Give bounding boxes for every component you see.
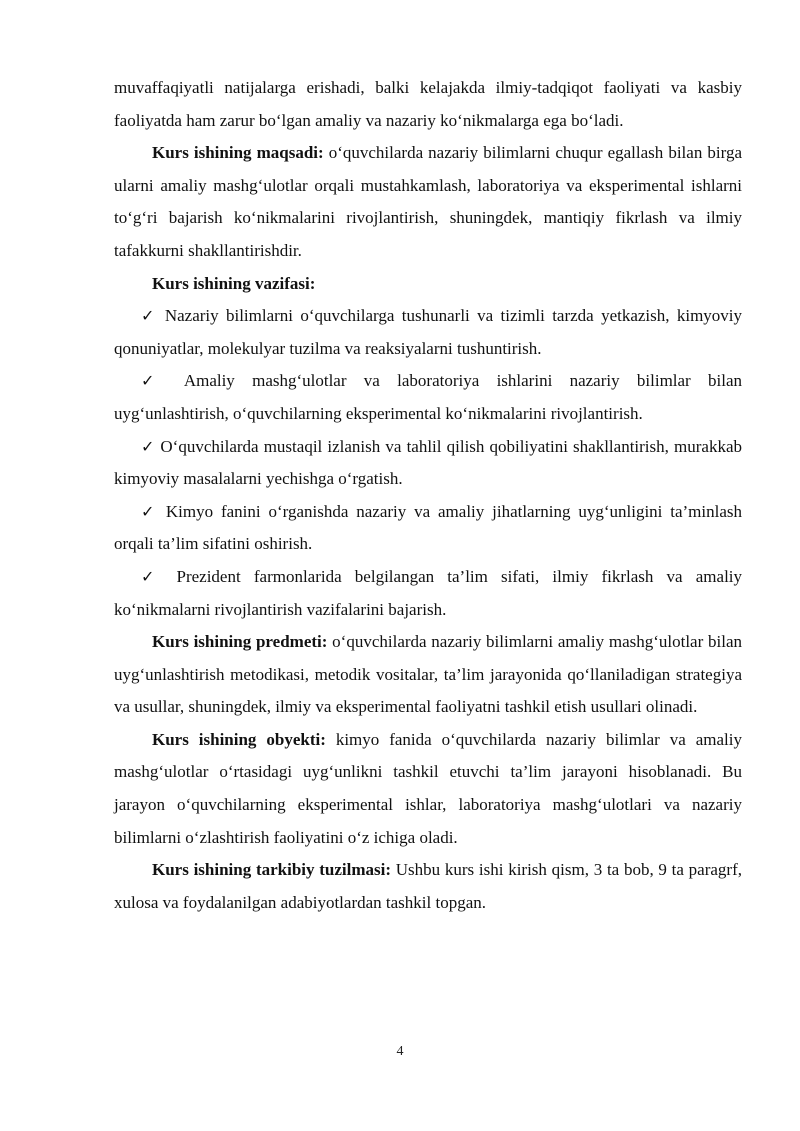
checkmark-icon: ✓ [141,501,159,521]
goal-text: o‘quvchilarda nazariy bilimlarni chuqur egallash bilan birga ularni amaliy mashg‘ulotlar orqali mustahkamlash, laboratoriya va eksperimental ishlarni to‘g‘ri bajarish ko‘nikmalarini rivojlantirish, shuningdek, mantiqiy fikrlash va ilmiy tafakkurni shakllantirishdir. [114,143,742,260]
task-item-text: Amaliy mashg‘ulotlar va laboratoriya ishlarini nazariy bilimlar bilan uyg‘unlashtirish, o‘quvchilarning eksperimental ko‘nikmalarini rivojlantirish. [114,371,743,423]
task-item [114,431,742,496]
task-item-text: O‘quvchilarda mustaqil izlanish va tahlil qilish qobiliyatini shakllantirish, murakkab kimyoviy masalalarni yechishga o‘rgatish. [114,436,742,489]
subject-term: Kurs ishining predmeti: [152,632,328,652]
task-item [114,365,742,430]
task-item-text: Prezident farmonlarida belgilangan ta’lim sifati, ilmiy fikrlash va amaliy ko‘nikmalarni rivojlantirish vazifalarini bajarish. [114,566,743,619]
checkmark-icon: ✓ [141,436,156,456]
checkmark-icon: ✓ [141,566,164,586]
tasks-term: Kurs ishining vazifasi: [152,273,316,293]
task-item-text: Kimyo fanini o‘rganishda nazariy va amaliy jihatlarning uyg‘unligini ta’minlash orqali ta’lim sifatini oshirish. [114,501,743,554]
object-text: kimyo fanida o‘quvchilarda nazariy bilimlar va amaliy mashg‘ulotlar o‘rtasidagi uyg‘unlikni tashkil etuvchi ta’lim jarayoni hisoblanadi. Bu jarayon o‘quvchilarning eksperimental ishlar, laboratoriya mashg‘ulotlari va nazariy bilimlarni o‘zlashtirish faoliyatini o‘z ichiga oladi. [114,729,742,847]
structure-text: Ushbu kurs ishi kirish qism, 3 ta bob, 9 ta paragrf, xulosa va foydalanilgan adabiyotlardan tashkil topgan. [114,860,742,912]
structure-paragraph [114,854,742,919]
tasks-heading [114,268,742,301]
goal-paragraph [114,137,742,267]
subject-paragraph [114,626,742,724]
task-item [114,496,742,561]
intro-paragraph: muvaffaqiyatli natijalarga erishadi, balki kelajakda ilmiy-tadqiqot faoliyati va kasbiy faoliyatda ham zarur bo‘lgan amaliy va nazariy ko‘nikmalarga ega bo‘ladi. [114,78,742,130]
structure-term: Kurs ishining tarkibiy tuzilmasi: [152,860,392,880]
object-term: Kurs ishining obyekti: [152,729,326,749]
page-number: 4 [396,1044,404,1059]
subject-text: o‘quvchilarda nazariy bilimlarni amaliy mashg‘ulotlar bilan uyg‘unlashtirish metodikasi, metodik vositalar, ta’lim jarayonida qo‘llaniladigan strategiya va usullar, shuningdek, ilmiy va eksperimental faoliyatni tashkil etish usullari olinadi. [114,632,742,717]
checkmark-icon: ✓ [141,306,158,326]
document-body [114,72,742,919]
task-item [114,300,742,365]
task-item [114,561,742,626]
goal-term: Kurs ishining maqsadi: [152,143,324,163]
checkmark-icon: ✓ [141,371,168,391]
object-paragraph [114,724,742,854]
task-item-text: Nazariy bilimlarni o‘quvchilarga tushunarli va tizimli tarzda yetkazish, kimyoviy qonuniyatlar, molekulyar tuzilma va reaksiyalarni tushuntirish. [114,306,743,358]
